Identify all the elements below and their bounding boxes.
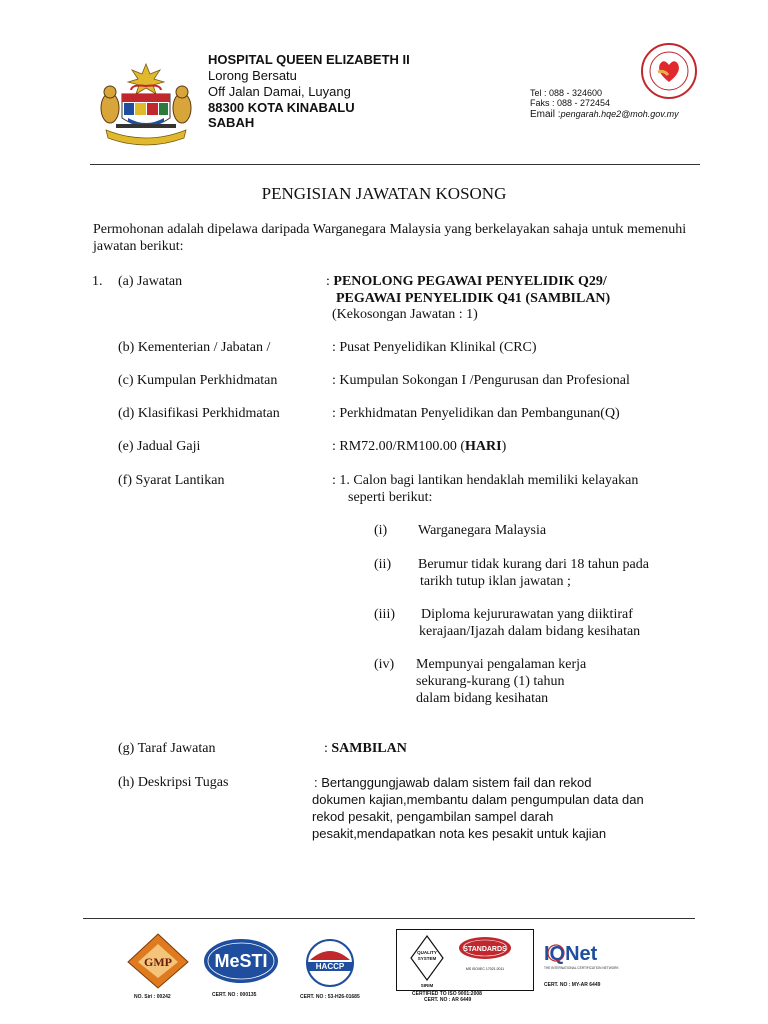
gmp-logo <box>126 932 190 990</box>
email-address[interactable]: pengarah.hqe2@moh.gov.my <box>560 109 679 119</box>
gaji-unit: HARI <box>465 439 502 454</box>
item-number: 1. <box>92 274 103 289</box>
req-2-line2: tarikh tutup iklan jawatan ; <box>420 574 571 589</box>
syarat-line-2: seperti berikut: <box>348 490 433 505</box>
iso-cert-2: CERT. NO : AR 6449 <box>424 997 472 1003</box>
req-4-num: (iv) <box>374 657 395 672</box>
req-4-line1: Mempunyai pengalaman kerja <box>416 657 587 672</box>
gaji-value: : RM72.00/RM100.00 (HARI) <box>332 439 507 454</box>
req-1-line1: Warganegara Malaysia <box>418 523 547 538</box>
req-4-line3: dalam bidang kesihatan <box>416 691 549 706</box>
taraf-value: : SAMBILAN <box>324 741 407 756</box>
kumpulan-label: (c) Kumpulan Perkhidmatan <box>118 373 278 388</box>
kementerian-value: : Pusat Penyelidikan Klinikal (CRC) <box>332 340 537 355</box>
taraf-label: (g) Taraf Jawatan <box>118 741 216 756</box>
deskripsi-line-3: rekod pesakit, pengambilan sampel darah <box>312 809 554 824</box>
req-2-line1: Berumur tidak kurang dari 18 tahun pada <box>418 557 649 572</box>
req-3-num: (iii) <box>374 607 395 622</box>
mesti-logo-text: MeSTI <box>214 951 268 971</box>
address-line-3: 88300 KOTA KINABALU <box>208 100 355 115</box>
coat-of-arms-logo <box>96 60 196 150</box>
haccp-cert: CERT. NO : 53-H26-01685 <box>300 994 360 1000</box>
kumpulan-value: : Kumpulan Sokongan I /Pengurusan dan Profesional <box>332 373 630 388</box>
page-title: PENGISIAN JAWATAN KOSONG <box>261 184 507 203</box>
jawatan-title-2: PEGAWAI PENYELIDIK Q41 (SAMBILAN) <box>336 291 611 306</box>
gaji-label: (e) Jadual Gaji <box>118 439 201 454</box>
address-line-1: Lorong Bersatu <box>208 68 297 83</box>
jawatan-value-1: : PENOLONG PEGAWAI PENYELIDIK Q29/ <box>326 274 607 289</box>
syarat-line-1: : 1. Calon bagi lantikan hendaklah memiliki kelayakan <box>332 473 639 488</box>
kementerian-label: (b) Kementerian / Jabatan / <box>118 340 271 355</box>
req-1-num: (i) <box>374 523 388 538</box>
iso-cert-box <box>396 929 534 991</box>
req-2-num: (ii) <box>374 557 392 572</box>
fax-number: Faks : 088 - 272454 <box>530 98 611 108</box>
hospital-name: HOSPITAL QUEEN ELIZABETH II <box>208 52 410 67</box>
klasifikasi-label: (d) Klasifikasi Perkhidmatan <box>118 406 280 421</box>
sirim-label-2: SYSTEM <box>417 956 437 961</box>
email-label: Email : <box>530 109 561 120</box>
standards-logo-text: STANDARDS <box>463 946 507 953</box>
iqnet-logo <box>542 938 620 972</box>
iqnet-cert: CERT. NO : MY-AR 6449 <box>544 982 601 988</box>
badge-text <box>640 42 641 43</box>
email-line <box>530 109 679 120</box>
iqnet-subtitle: THE INTERNATIONAL CERTIFICATION NETWORK <box>544 966 619 970</box>
ms-iso-text: MS ISO/IEC 17021:2011 <box>465 967 505 971</box>
iso-cert-1: CERTIFIED TO ISO 9001:2008 <box>412 991 482 997</box>
syarat-label: (f) Syarat Lantikan <box>118 473 225 488</box>
deskripsi-line-4: pesakit,mendapatkan nota kes pesakit untuk kajian <box>312 826 607 841</box>
deskripsi-line-2: dokumen kajian,membantu dalam pengumpulan data dan <box>312 792 644 807</box>
haccp-logo-text: HACCP <box>315 962 345 971</box>
iqnet-logo-text: IQNet <box>544 943 598 965</box>
intro-paragraph: Permohonan adalah dipelawa daripada Warganegara Malaysia yang berkelayakan sahaja untuk memenuhi jawatan berikut: <box>93 222 687 254</box>
req-3-line1: Diploma kejururawatan yang diiktiraf <box>421 607 633 622</box>
gmp-logo-text: GMP <box>144 955 172 969</box>
header-divider <box>90 164 700 165</box>
rakan-sedia-membantu-badge <box>640 42 698 100</box>
sirim-brand: SIRIM <box>420 983 434 988</box>
haccp-logo <box>304 938 356 988</box>
mesti-logo <box>202 937 280 985</box>
jawatan-title-1: PENOLONG PEGAWAI PENYELIDIK Q29/ <box>333 274 607 289</box>
kekosongan: (Kekosongan Jawatan : 1) <box>332 307 478 322</box>
jawatan-label: (a) Jawatan <box>118 274 183 289</box>
klasifikasi-value: : Perkhidmatan Penyelidikan dan Pembangunan(Q) <box>332 406 620 421</box>
address-line-4: SABAH <box>208 115 255 130</box>
gmp-cert: NO. Siri : 00242 <box>134 994 171 1000</box>
deskripsi-line-1: : Bertanggungjawab dalam sistem fail dan rekod <box>314 775 592 790</box>
deskripsi-label: (h) Deskripsi Tugas <box>118 775 229 790</box>
tel-number: Tel : 088 - 324600 <box>530 88 603 98</box>
address-line-2: Off Jalan Damai, Luyang <box>208 84 351 99</box>
footer-divider <box>83 918 695 919</box>
req-3-line2: kerajaan/Ijazah dalam bidang kesihatan <box>419 624 641 639</box>
mesti-cert: CERT. NO : 000135 <box>212 992 257 998</box>
req-4-line2: sekurang-kurang (1) tahun <box>416 674 565 689</box>
sirim-label-1: QUALITY <box>417 950 437 955</box>
